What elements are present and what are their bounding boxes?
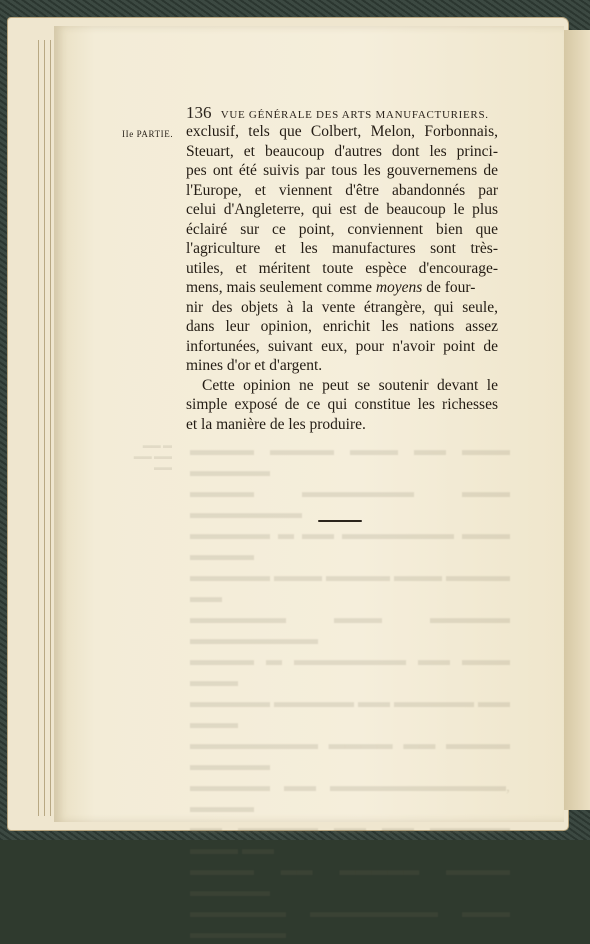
running-header [186,103,496,123]
running-title: VUE GÉNÉRALE DES ARTS MANUFACTURIERS. [220,109,489,121]
italic-word: moyens [375,279,423,296]
page-number: 136 [186,103,212,122]
show-through-text: ▬▬▬▬ ▬▬▬▬ ▬▬▬ ▬▬ ▬▬▬ ▬▬▬▬▬ ▬▬▬▬ ▬▬▬▬▬▬▬ ▬▬▬ ▬▬▬▬▬▬▬ ▬▬▬▬▬ ▬ ▬▬ ▬▬▬▬▬▬▬ ▬▬▬ ▬▬▬▬ ▬▬▬▬▬ ▬▬▬ ▬▬▬▬ ▬▬▬ ▬▬▬▬ ▬▬ ▬▬▬▬▬▬ ▬▬▬ ▬▬▬▬▬ ▬▬▬▬▬▬▬▬ ▬▬▬▬ ▬ ▬▬▬▬▬▬▬ ▬▬ ▬▬▬ ▬▬▬ ▬▬▬▬▬ ▬▬▬▬▬ ▬▬ ▬▬▬▬▬ ▬▬ ▬▬▬ ▬▬▬▬▬▬▬▬ ▬▬▬▬ ▬▬ ▬▬▬▬ ▬▬▬▬▬ ▬▬▬▬▬ ▬▬ ▬▬▬▬▬▬▬▬▬▬▬, ▬▬▬▬ ▬▬ ▬▬▬▬▬ ▬▬ ▬▬ ▬▬▬▬▬ ▬▬▬ ▬▬ ▬▬▬▬ ▬▬ ▬▬▬▬▬ ▬▬▬▬ ▬▬▬▬▬ ▬▬▬▬▬▬ ▬▬▬▬▬▬▬▬ ▬▬▬ ▬▬▬▬▬▬ [190,442,510,942]
text-line: mines d'or et d'argent. [186,357,323,374]
text-run: mens, mais seulement comme [186,279,372,296]
text-line: infortunées, suivant eux, pour n'avoir point de [186,337,498,355]
text-line: celui d'Angleterre, qui est de beaucoup le plus [186,201,498,218]
text-line: simple exposé de ce qui constitue les richesses [186,396,498,413]
text-line: dans leur opinion, enrichit les nations assez [186,318,498,335]
text-line: l'agriculture et les manufactures sont très- [186,240,498,257]
text-line: nir des objets à la vente étrangère, qui seule, [186,298,498,316]
text-line: l'Europe, et viennent d'être abandonnés par [186,181,498,199]
page-edge-line [38,40,39,816]
adjacent-page-edge [562,30,590,810]
section-divider [318,520,362,522]
text-line: et la manière de les produire. [186,415,366,433]
page-edge-line [44,40,45,816]
text-run: de four- [422,279,476,296]
body-text [186,122,498,434]
text-line: éclairé sur ce point, conviennent bien que [186,220,498,238]
text-line: exclusif, tels que Colbert, Melon, Forbonnais, [186,123,498,140]
text-line: Steuart, et beaucoup d'autres dont les princi- [186,142,498,160]
show-through-margin: ▬▬ ▬ ▬▬ ▬▬ ▬▬ [133,440,172,472]
margin-note: IIe PARTIE. [122,129,174,139]
text-line: utiles, et méritent toute espèce d'encourage- [186,259,498,277]
page-edge-line [50,40,51,816]
text-line: pes ont été suivis par tous les gouvernemens de [186,162,498,179]
text-line: Cette opinion ne peut se soutenir devant le [202,376,498,394]
text-line [186,278,498,298]
